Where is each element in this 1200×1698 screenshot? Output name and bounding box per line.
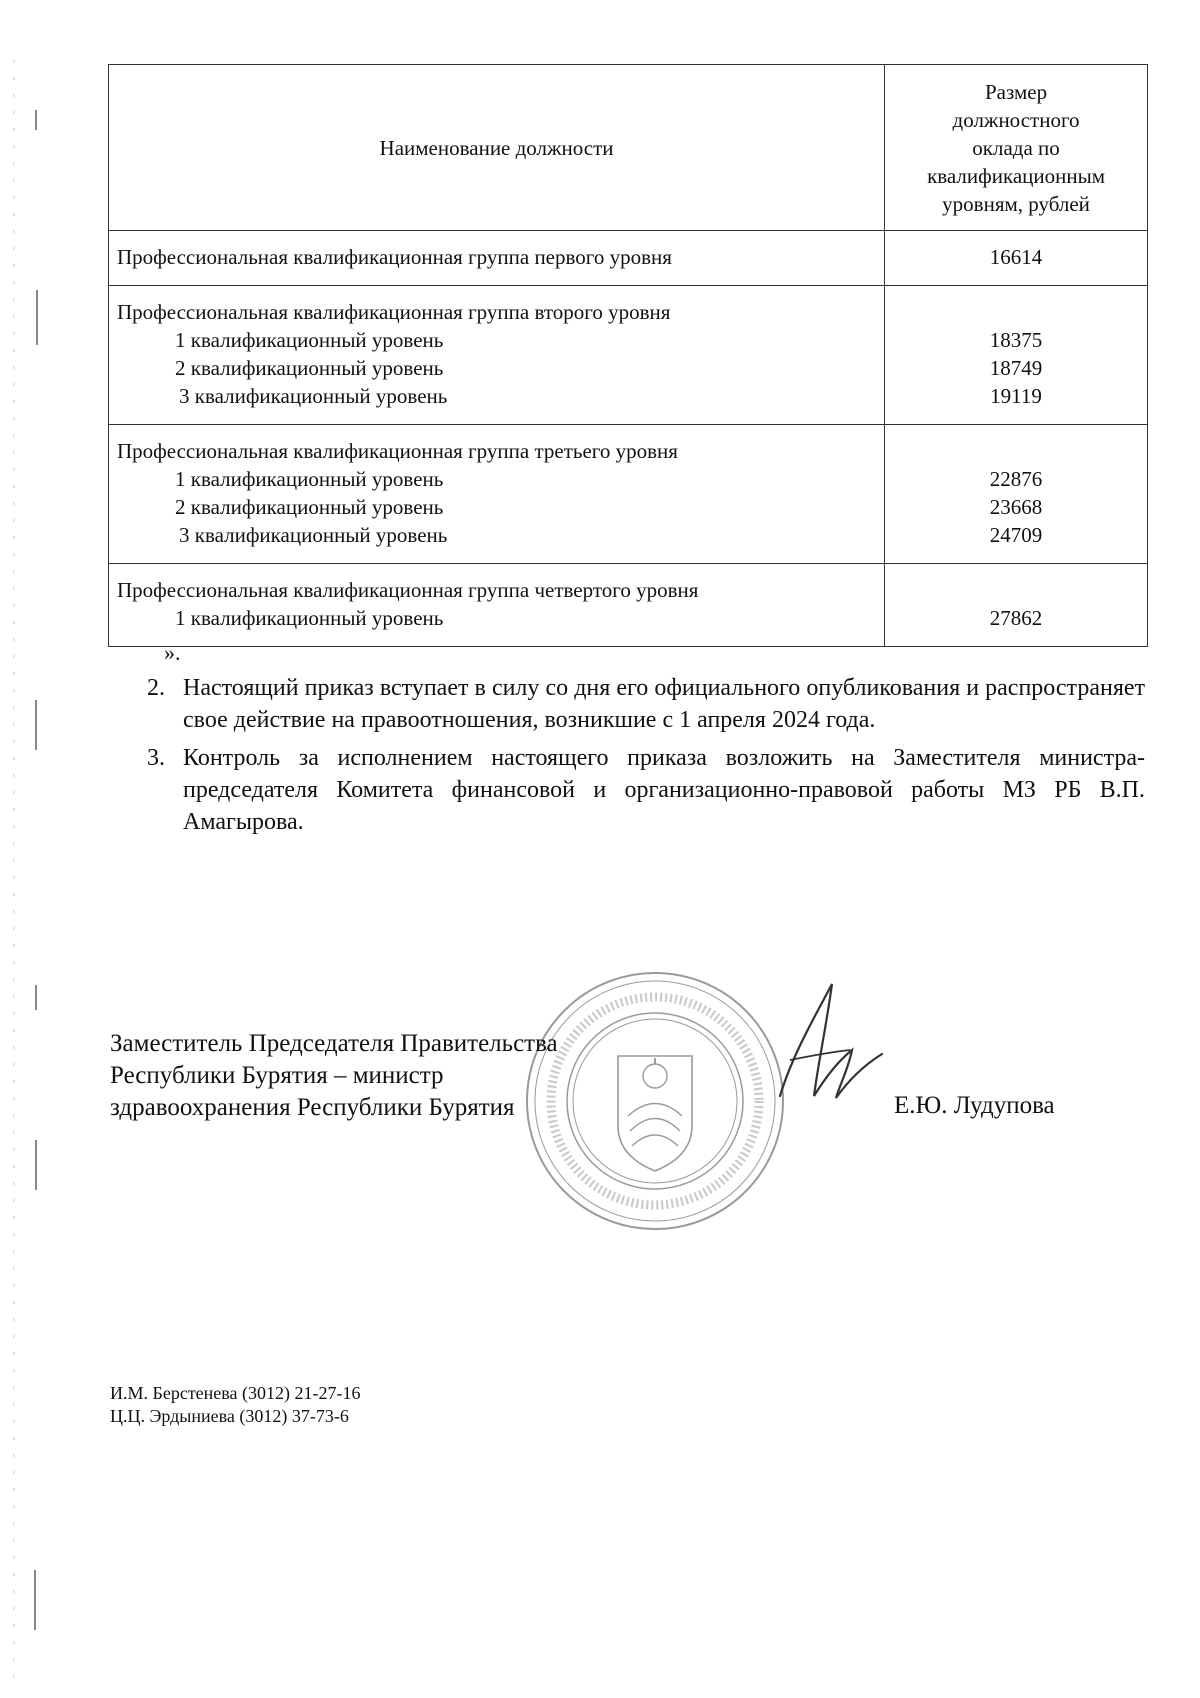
salary-amount: 18375 [989,328,1043,352]
level-label: 3 квалификационный уровень [179,523,448,547]
group-cell [109,564,885,647]
header-position-name: Наименование должности [109,65,885,231]
amount-cell [885,564,1148,647]
group-cell [109,286,885,425]
level-label: 1 квалификационный уровень [175,328,444,352]
header-salary-size [885,65,1148,231]
official-seal-stamp [520,966,790,1236]
point-number: 3. [147,745,165,771]
salary-amount: 18749 [989,356,1043,380]
salary-amount: 24709 [989,523,1043,547]
level-label: 3 квалификационный уровень [179,384,448,408]
salary-amount: 27862 [989,606,1043,630]
amount-cell [885,286,1148,425]
salary-amount: 16614 [885,231,1148,286]
list-item [147,742,1145,838]
header-salary-line: должностного [952,107,1080,132]
header-salary-line: оклада по [972,135,1060,160]
scan-edge-marks [0,0,60,1698]
point-number: 2. [147,675,165,701]
header-salary-line: уровням, рублей [942,191,1090,216]
position-line: здравоохранения Республики Бурятия [110,1094,515,1121]
salary-amount: 19119 [990,384,1042,408]
group-cell [109,425,885,564]
list-item [147,672,1145,736]
level-label: 1 квалификационный уровень [175,467,444,491]
amount-cell [885,425,1148,564]
order-points [147,672,1145,844]
table-row [109,231,1148,286]
salary-table [108,64,1148,647]
table-row [109,564,1148,647]
point-text: Настоящий приказ вступает в силу со дня его официального опубликования и распространяет свое действие на правоотношения, возникшие с 1 апреля 2024 года. [183,675,1145,733]
group-title: Профессиональная квалификационная группа четвертого уровня [117,578,699,602]
handwritten-signature [770,978,885,1118]
header-salary-line: Размер [984,79,1048,104]
group-title: Профессиональная квалификационная группа первого уровня [109,231,885,286]
group-title: Профессиональная квалификационная группа третьего уровня [117,439,678,463]
salary-amount: 22876 [989,467,1043,491]
level-label: 1 квалификационный уровень [175,606,444,630]
header-salary-line: квалификационным [927,163,1106,188]
contact-line: Ц.Ц. Эрдыниева (3012) 37-73-6 [110,1406,349,1426]
position-line: Республики Бурятия – министр [110,1062,444,1089]
point-text: Контроль за исполнением настоящего приказа возложить на Заместителя министра-председателя Комитета финансовой и организационно-правовой работы МЗ РБ В.П. Амагырова. [183,745,1145,835]
group-title: Профессиональная квалификационная группа второго уровня [117,300,671,324]
table-row [109,286,1148,425]
table-header-row [109,65,1148,231]
position-line: Заместитель Председателя Правительства [110,1030,558,1057]
signatory-position [110,1028,558,1124]
contacts-block [110,1382,361,1428]
signatory-name: Е.Ю. Лудупова [894,1092,1055,1119]
level-label: 2 квалификационный уровень [175,356,444,380]
table-row [109,425,1148,564]
closing-quote: ». [164,640,181,665]
level-label: 2 квалификационный уровень [175,495,444,519]
salary-amount: 23668 [989,495,1043,519]
contact-line: И.М. Берстенева (3012) 21-27-16 [110,1383,361,1403]
